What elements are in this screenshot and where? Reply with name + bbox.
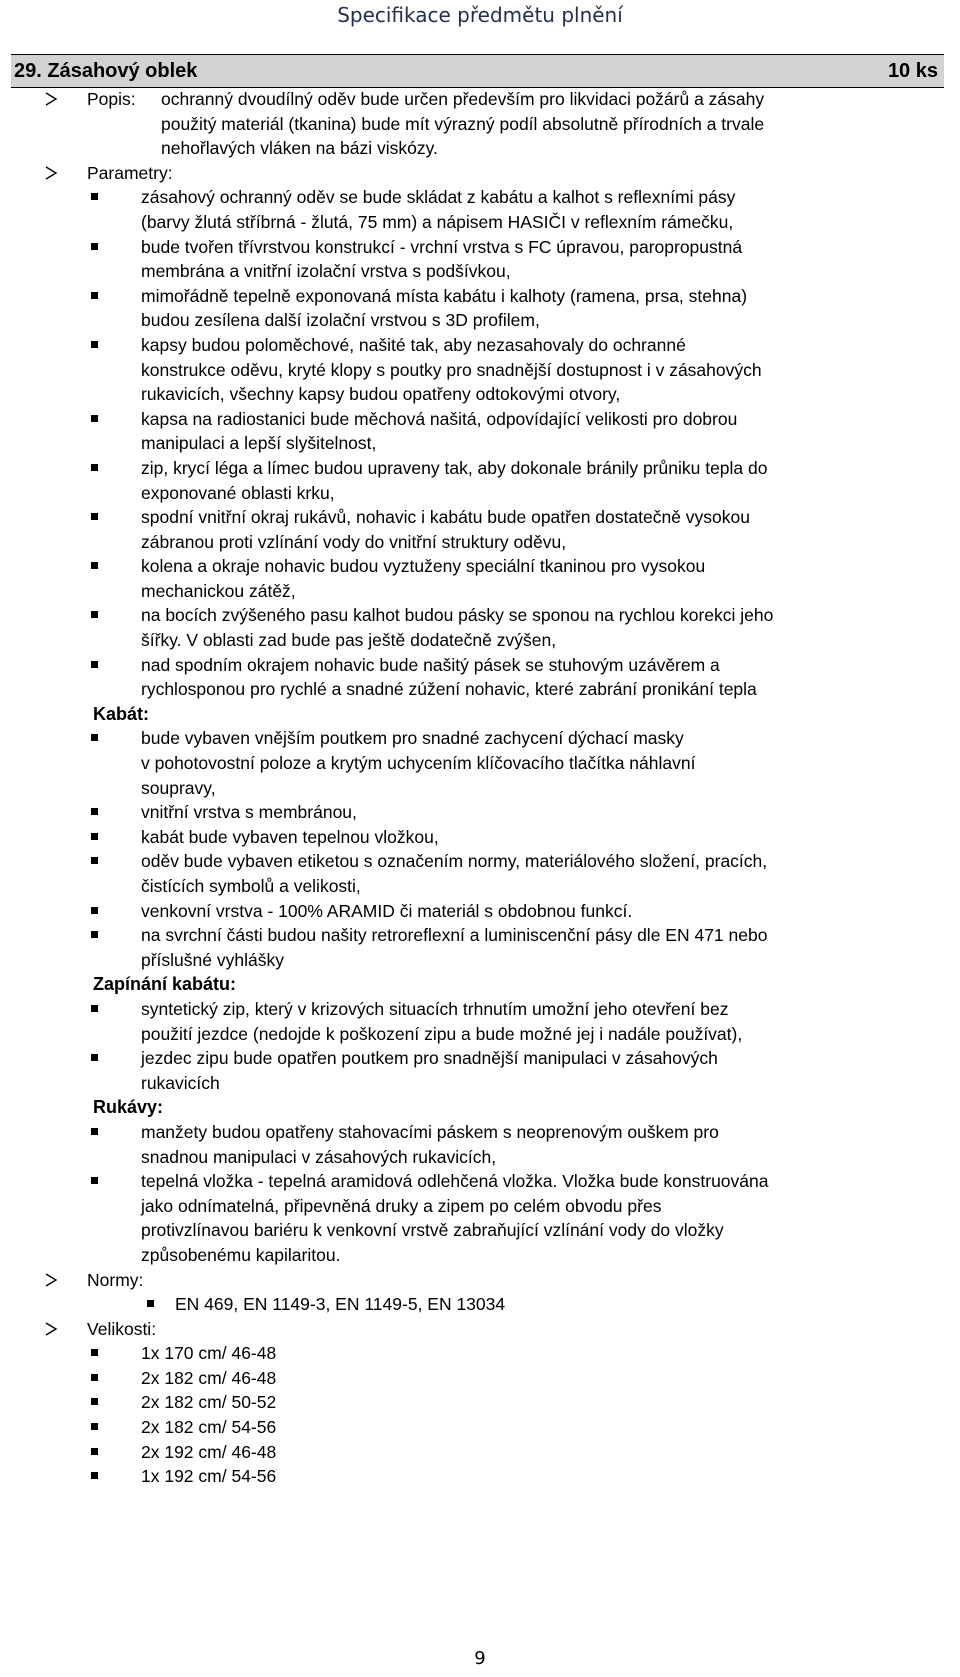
list-item-text: budou zesílena další izolační vrstvou s 3D profilem,: [141, 310, 540, 331]
square-bullet-icon: [91, 907, 98, 914]
list-item-text: kolena a okraje nohavic budou vyztuženy speciální tkaninou pro vysokou: [141, 556, 706, 577]
list-item-text: rychlosponou pro rychlé a snadné zúžení nohavic, které zabrání pronikání tepla: [141, 679, 757, 700]
square-bullet-icon: [91, 415, 98, 422]
list-item-text: na bocích zvýšeného pasu kalhot budou pásky se sponou na rychlou korekci jeho: [141, 605, 774, 626]
list-item-continuation: [0, 358, 960, 383]
list-item: [0, 235, 960, 260]
list-item-continuation: [0, 1071, 960, 1096]
square-bullet-icon: [91, 1448, 98, 1455]
list-item-continuation: [0, 874, 960, 899]
page-number: 9: [474, 1648, 486, 1669]
item-quantity: 10 ks: [887, 60, 938, 82]
list-item-text: 2x 182 cm/ 50-52: [141, 1392, 277, 1413]
list-item-text: mechanickou zátěž,: [141, 580, 296, 601]
list-item: [0, 997, 960, 1022]
normy-text: EN 469, EN 1149-3, EN 1149-5, EN 13034: [175, 1294, 506, 1315]
popis-line: ochranný dvoudílný oděv bude určen především pro likvidaci požárů a zásahy: [161, 89, 765, 109]
list-item-text: 2x 192 cm/ 46-48: [141, 1441, 277, 1462]
list-item: [0, 849, 960, 874]
square-bullet-icon: [91, 464, 98, 471]
arrow-bullet-icon: [44, 87, 62, 111]
rukavy-heading: Rukávy:: [93, 1097, 164, 1118]
parametry-label: Parametry:: [87, 162, 173, 183]
arrow-bullet-icon: [44, 1317, 62, 1341]
item-title: 29. Zásahový oblek: [14, 60, 198, 82]
list-item-continuation: [0, 530, 960, 555]
list-item-text: šířky. V oblasti zad bude pas ještě dodatečně zvýšen,: [141, 630, 557, 651]
list-item: [0, 825, 960, 850]
list-item-continuation: [0, 1194, 960, 1219]
square-bullet-icon: [91, 931, 98, 938]
list-item-continuation: [0, 677, 960, 702]
list-item: [0, 1440, 960, 1465]
list-item: [0, 1046, 960, 1071]
list-item-text: membrána a vnitřní izolační vrstva s podšívkou,: [141, 261, 511, 282]
list-item: [0, 456, 960, 481]
list-item: [0, 1120, 960, 1145]
list-item-continuation: [0, 776, 960, 801]
popis-line: použitý materiál (tkanina) bude mít výrazný podíl absolutně přírodních a trvale: [161, 113, 765, 134]
normy-label: Normy:: [87, 1269, 144, 1290]
list-item-text: zip, krycí léga a límec budou upraveny tak, aby dokonale bránily průniku tepla do: [141, 457, 768, 478]
list-item-continuation: [0, 1022, 960, 1047]
square-bullet-icon: [91, 1472, 98, 1479]
list-item-continuation: [0, 431, 960, 456]
list-item-text: čistících symbolů a velikosti,: [141, 876, 361, 896]
arrow-bullet-icon: [44, 1268, 62, 1292]
list-item: [0, 1169, 960, 1194]
square-bullet-icon: [91, 1005, 98, 1012]
parametry-heading: [0, 161, 960, 186]
page-header: Specifikace předmětu plnění: [337, 3, 623, 27]
square-bullet-icon: [91, 734, 98, 741]
list-item: [0, 653, 960, 678]
list-item-continuation: [0, 1145, 960, 1170]
list-item-text: nad spodním okrajem nohavic bude našitý pásek se stuhovým uzávěrem a: [141, 654, 720, 675]
list-item-text: (barvy žlutá stříbrná - žlutá, 75 mm) a nápisem HASIČI v reflexním rámečku,: [141, 211, 734, 232]
list-item-text: spodní vnitřní okraj rukávů, nohavic i kabátu bude opatřen dostatečně vysokou: [141, 507, 750, 528]
list-item-text: rukavicích, všechny kapsy budou opatřeny odtokovými otvory,: [141, 384, 621, 405]
list-item: [0, 1366, 960, 1391]
popis-label: Popis:: [87, 89, 136, 109]
square-bullet-icon: [91, 243, 98, 250]
square-bullet-icon: [147, 1300, 154, 1307]
list-item-text: použití jezdce (nedojde k poškození zipu a bude možné jej i nadále používat),: [141, 1023, 743, 1044]
list-item-text: snadnou manipulaci v zásahových rukavicích,: [141, 1146, 497, 1167]
list-item-continuation: [0, 382, 960, 407]
list-item-text: soupravy,: [141, 777, 216, 798]
list-item-text: rukavicích: [141, 1072, 220, 1093]
list-item-text: jezdec zipu bude opatřen poutkem pro snadnější manipulaci v zásahových: [141, 1048, 718, 1069]
list-item-continuation: [0, 628, 960, 653]
list-item: [0, 899, 960, 924]
list-item: [0, 1464, 960, 1489]
square-bullet-icon: [91, 562, 98, 569]
list-item-text: protivzlínavou bariéru k venkovní vrstvě zabraňující vzlínání vody do vložky: [141, 1220, 724, 1241]
list-item-text: na svrchní části budou našity retroreflexní a luminiscenční pásy dle EN 471 nebo: [141, 925, 768, 946]
popis-block: [0, 87, 960, 112]
list-item: [0, 284, 960, 309]
list-item-text: manipulaci a lepší slyšitelnost,: [141, 433, 377, 454]
list-item-continuation: [0, 1243, 960, 1268]
square-bullet-icon: [91, 341, 98, 348]
list-item-text: 1x 170 cm/ 46-48: [141, 1343, 277, 1364]
list-item-continuation: [0, 210, 960, 235]
list-item-text: způsobenému kapilaritou.: [141, 1244, 341, 1265]
square-bullet-icon: [91, 611, 98, 618]
square-bullet-icon: [91, 1128, 98, 1135]
list-item-text: zásahový ochranný oděv se bude skládat z kabátu a kalhot s reflexními pásy: [141, 187, 736, 208]
square-bullet-icon: [91, 808, 98, 815]
list-item-continuation: [0, 948, 960, 973]
square-bullet-icon: [91, 661, 98, 668]
list-item-continuation: [0, 751, 960, 776]
list-item: [0, 1415, 960, 1440]
list-item-text: 2x 182 cm/ 46-48: [141, 1367, 277, 1388]
list-item-continuation: [0, 481, 960, 506]
rukavy-list: [0, 1120, 960, 1268]
list-item-text: mimořádně tepelně exponovaná místa kabátu i kalhoty (ramena, prsa, stehna): [141, 285, 748, 306]
square-bullet-icon: [91, 1054, 98, 1061]
spec-content: [0, 87, 960, 1489]
item-title-bar: [11, 54, 944, 88]
zapinani-heading: Zapínání kabátu:: [93, 974, 237, 995]
square-bullet-icon: [91, 1398, 98, 1405]
square-bullet-icon: [91, 833, 98, 840]
list-item-continuation: [0, 259, 960, 284]
list-item-text: venkovní vrstva - 100% ARAMID či materiál s obdobnou funkcí.: [141, 900, 633, 921]
kabat-list: [0, 726, 960, 972]
velikosti-heading: [0, 1317, 960, 1342]
square-bullet-icon: [91, 513, 98, 520]
list-item-continuation: [0, 1218, 960, 1243]
list-item: [0, 333, 960, 358]
list-item-text: syntetický zip, který v krizových situacích trhnutím umožní jeho otevření bez: [141, 998, 729, 1019]
velikosti-list: [0, 1341, 960, 1489]
list-item: [0, 1390, 960, 1415]
parametry-list: [0, 185, 960, 701]
list-item-text: exponované oblasti krku,: [141, 482, 335, 503]
list-item-text: oděv bude vybaven etiketou s označením normy, materiálového složení, pracích,: [141, 851, 768, 872]
list-item-text: kapsy budou poloměchové, našité tak, aby nezasahovaly do ochranné: [141, 334, 686, 355]
list-item: [0, 923, 960, 948]
list-item-text: kabát bude vybaven tepelnou vložkou,: [141, 826, 439, 847]
list-item-text: 1x 192 cm/ 54-56: [141, 1466, 277, 1487]
list-item-text: příslušné vyhlášky: [141, 949, 284, 970]
kabat-heading: Kabát:: [93, 703, 150, 724]
list-item-text: kapsa na radiostanici bude měchová našitá, odpovídající velikosti pro dobrou: [141, 408, 738, 429]
square-bullet-icon: [91, 1177, 98, 1184]
square-bullet-icon: [91, 1349, 98, 1356]
list-item: [0, 407, 960, 432]
list-item: [0, 554, 960, 579]
normy-item: [0, 1292, 960, 1317]
list-item: [0, 505, 960, 530]
zapinani-list: [0, 997, 960, 1095]
square-bullet-icon: [91, 292, 98, 299]
list-item-text: tepelná vložka - tepelná aramidová odlehčená vložka. Vložka bude konstruována: [141, 1171, 769, 1192]
list-item-text: vnitřní vrstva s membránou,: [141, 802, 357, 823]
normy-heading: [0, 1268, 960, 1293]
square-bullet-icon: [91, 1374, 98, 1381]
velikosti-label: Velikosti:: [87, 1318, 157, 1339]
square-bullet-icon: [91, 193, 98, 200]
arrow-bullet-icon: [44, 161, 62, 185]
list-item: [0, 800, 960, 825]
list-item-text: konstrukce oděvu, kryté klopy s poutky pro snadnější dostupnost i v zásahových: [141, 359, 762, 380]
list-item-text: manžety budou opatřeny stahovacími páskem s neoprenovým ouškem pro: [141, 1121, 719, 1142]
list-item-text: 2x 182 cm/ 54-56: [141, 1417, 277, 1438]
list-item: [0, 1341, 960, 1366]
list-item: [0, 185, 960, 210]
list-item: [0, 603, 960, 628]
list-item-text: jako odnímatelná, připevněná druky a zipem po celém obvodu přes: [141, 1195, 662, 1216]
square-bullet-icon: [91, 857, 98, 864]
list-item: [0, 726, 960, 751]
list-item-text: bude tvořen třívrstvou konstrukcí - vrchní vrstva s FC úpravou, paropropustná: [141, 236, 743, 257]
popis-line: nehořlavých vláken na bázi viskózy.: [161, 138, 438, 159]
square-bullet-icon: [91, 1423, 98, 1430]
list-item-continuation: [0, 579, 960, 604]
list-item-continuation: [0, 308, 960, 333]
list-item-text: bude vybaven vnějším poutkem pro snadné zachycení dýchací masky: [141, 728, 684, 749]
list-item-text: v pohotovostní poloze a krytým uchycením klíčovacího tlačítka náhlavní: [141, 753, 696, 774]
list-item-text: zábranou proti vzlínání vody do vnitřní struktury oděvu,: [141, 531, 567, 552]
